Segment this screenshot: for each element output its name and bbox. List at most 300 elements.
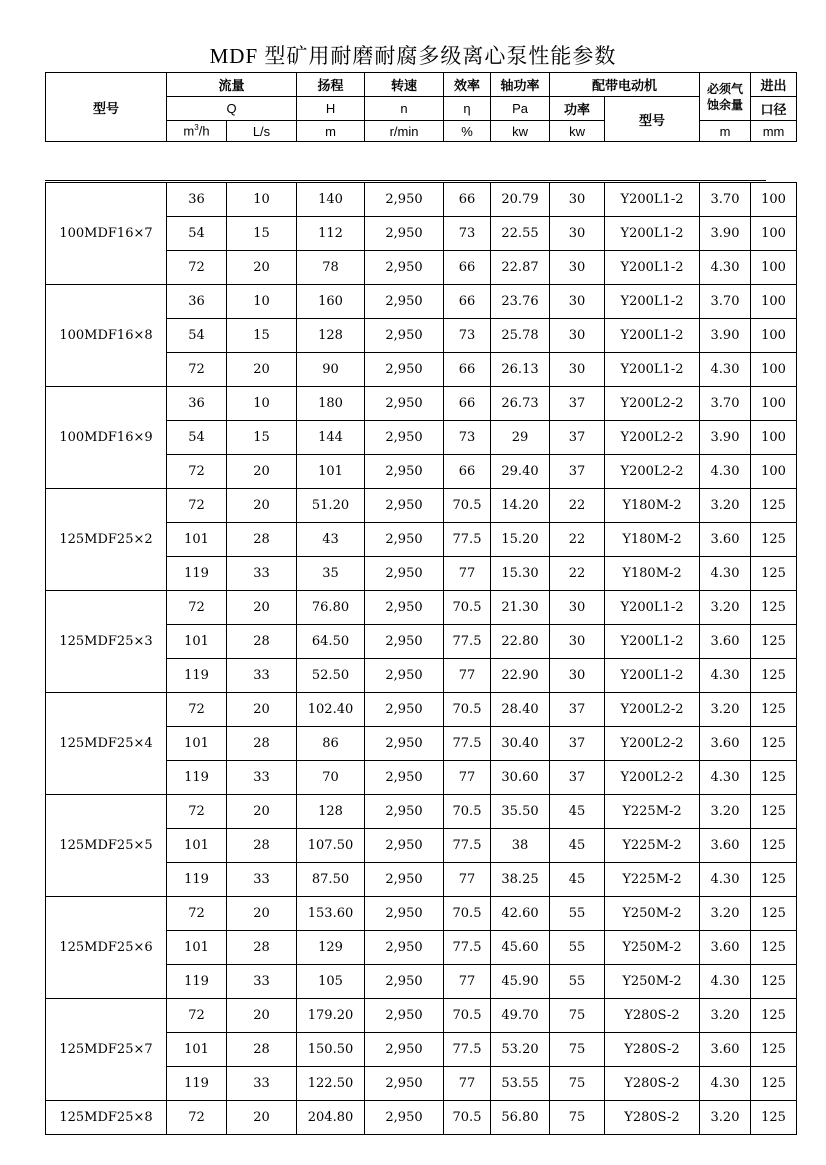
header-model: 型号 [46, 73, 167, 142]
cell-port: 125 [751, 693, 797, 727]
cell-motor-model: Y200L2-2 [605, 455, 700, 489]
cell-speed: 2,950 [365, 217, 444, 251]
cell-port: 125 [751, 625, 797, 659]
cell-speed: 2,950 [365, 829, 444, 863]
cell-efficiency: 66 [444, 387, 491, 421]
cell-port: 125 [751, 591, 797, 625]
cell-efficiency: 77 [444, 863, 491, 897]
pump-model: 125MDF25×3 [46, 591, 167, 693]
cell-efficiency: 70.5 [444, 999, 491, 1033]
cell-port: 125 [751, 1033, 797, 1067]
cell-speed: 2,950 [365, 1033, 444, 1067]
cell-flow-m3h: 36 [167, 285, 227, 319]
cell-npsh: 4.30 [700, 353, 751, 387]
header-sym-eta: η [444, 97, 491, 121]
cell-speed: 2,950 [365, 523, 444, 557]
cell-head: 112 [297, 217, 365, 251]
cell-motor-power: 37 [550, 727, 605, 761]
cell-shaft-power: 25.78 [491, 319, 550, 353]
cell-efficiency: 77 [444, 761, 491, 795]
cell-shaft-power: 49.70 [491, 999, 550, 1033]
table-row [46, 897, 797, 931]
cell-port: 125 [751, 659, 797, 693]
cell-speed: 2,950 [365, 625, 444, 659]
cell-port: 125 [751, 727, 797, 761]
cell-motor-power: 30 [550, 285, 605, 319]
cell-head: 144 [297, 421, 365, 455]
cell-flow-m3h: 101 [167, 625, 227, 659]
cell-shaft-power: 22.90 [491, 659, 550, 693]
cell-npsh: 4.30 [700, 557, 751, 591]
cell-efficiency: 73 [444, 421, 491, 455]
cell-head: 129 [297, 931, 365, 965]
cell-motor-power: 30 [550, 319, 605, 353]
header-port-line2: 口径 [751, 97, 797, 121]
cell-head: 122.50 [297, 1067, 365, 1101]
cell-motor-power: 37 [550, 693, 605, 727]
cell-flow-m3h: 101 [167, 727, 227, 761]
header-head: 扬程 [297, 73, 365, 97]
cell-flow-m3h: 72 [167, 999, 227, 1033]
pump-model: 125MDF25×8 [46, 1101, 167, 1135]
cell-npsh: 3.60 [700, 727, 751, 761]
cell-flow-ls: 28 [227, 829, 297, 863]
cell-speed: 2,950 [365, 387, 444, 421]
cell-head: 128 [297, 795, 365, 829]
cell-speed: 2,950 [365, 251, 444, 285]
cell-flow-m3h: 101 [167, 523, 227, 557]
cell-head: 76.80 [297, 591, 365, 625]
cell-efficiency: 70.5 [444, 795, 491, 829]
cell-npsh: 4.30 [700, 659, 751, 693]
cell-efficiency: 77 [444, 1067, 491, 1101]
table-row [46, 489, 797, 523]
cell-motor-model: Y200L1-2 [605, 625, 700, 659]
cell-motor-model: Y250M-2 [605, 897, 700, 931]
cell-efficiency: 70.5 [444, 591, 491, 625]
cell-motor-model: Y200L2-2 [605, 387, 700, 421]
cell-motor-power: 75 [550, 999, 605, 1033]
pump-model: 125MDF25×5 [46, 795, 167, 897]
cell-port: 100 [751, 183, 797, 217]
pump-model: 125MDF25×2 [46, 489, 167, 591]
cell-port: 125 [751, 965, 797, 999]
cell-efficiency: 77.5 [444, 1033, 491, 1067]
cell-flow-m3h: 101 [167, 931, 227, 965]
cell-motor-power: 30 [550, 183, 605, 217]
cell-npsh: 3.20 [700, 795, 751, 829]
cell-motor-power: 30 [550, 217, 605, 251]
cell-motor-power: 37 [550, 761, 605, 795]
header-sym-q: Q [167, 97, 297, 121]
cell-port: 125 [751, 795, 797, 829]
cell-shaft-power: 15.20 [491, 523, 550, 557]
pump-model: 125MDF25×6 [46, 897, 167, 999]
cell-motor-model: Y200L1-2 [605, 183, 700, 217]
pump-model: 125MDF25×4 [46, 693, 167, 795]
cell-npsh: 4.30 [700, 863, 751, 897]
cell-shaft-power: 14.20 [491, 489, 550, 523]
cell-speed: 2,950 [365, 795, 444, 829]
cell-port: 100 [751, 251, 797, 285]
cell-npsh: 3.70 [700, 285, 751, 319]
header-motor-power: 功率 [550, 97, 605, 121]
cell-flow-m3h: 54 [167, 319, 227, 353]
cell-motor-power: 55 [550, 897, 605, 931]
cell-port: 125 [751, 761, 797, 795]
cell-motor-model: Y200L1-2 [605, 217, 700, 251]
cell-flow-m3h: 54 [167, 217, 227, 251]
cell-flow-m3h: 36 [167, 387, 227, 421]
cell-motor-model: Y280S-2 [605, 1033, 700, 1067]
unit-npsh: m [700, 121, 751, 142]
cell-speed: 2,950 [365, 353, 444, 387]
cell-port: 100 [751, 217, 797, 251]
cell-npsh: 3.60 [700, 1033, 751, 1067]
cell-motor-model: Y200L1-2 [605, 285, 700, 319]
cell-flow-ls: 20 [227, 897, 297, 931]
header-shaft-power: 轴功率 [491, 73, 550, 97]
cell-speed: 2,950 [365, 931, 444, 965]
cell-flow-m3h: 119 [167, 863, 227, 897]
cell-efficiency: 66 [444, 285, 491, 319]
cell-speed: 2,950 [365, 557, 444, 591]
cell-motor-power: 75 [550, 1101, 605, 1135]
cell-motor-model: Y225M-2 [605, 795, 700, 829]
cell-flow-ls: 33 [227, 965, 297, 999]
cell-flow-m3h: 119 [167, 1067, 227, 1101]
cell-head: 87.50 [297, 863, 365, 897]
cell-motor-model: Y200L2-2 [605, 693, 700, 727]
cell-motor-power: 55 [550, 965, 605, 999]
cell-shaft-power: 22.55 [491, 217, 550, 251]
header-efficiency: 效率 [444, 73, 491, 97]
cell-head: 204.80 [297, 1101, 365, 1135]
cell-shaft-power: 15.30 [491, 557, 550, 591]
cell-motor-model: Y280S-2 [605, 1101, 700, 1135]
cell-flow-ls: 33 [227, 761, 297, 795]
cell-port: 100 [751, 455, 797, 489]
cell-port: 125 [751, 523, 797, 557]
cell-shaft-power: 30.60 [491, 761, 550, 795]
cell-flow-ls: 20 [227, 591, 297, 625]
cell-port: 125 [751, 557, 797, 591]
cell-speed: 2,950 [365, 659, 444, 693]
cell-npsh: 4.30 [700, 455, 751, 489]
cell-shaft-power: 29.40 [491, 455, 550, 489]
cell-flow-m3h: 101 [167, 1033, 227, 1067]
unit-kw-motor: kw [550, 121, 605, 142]
cell-port: 100 [751, 387, 797, 421]
cell-flow-m3h: 72 [167, 1101, 227, 1135]
cell-head: 153.60 [297, 897, 365, 931]
cell-efficiency: 66 [444, 353, 491, 387]
cell-head: 43 [297, 523, 365, 557]
cell-flow-m3h: 72 [167, 693, 227, 727]
cell-motor-model: Y200L1-2 [605, 659, 700, 693]
cell-efficiency: 66 [444, 183, 491, 217]
cell-motor-power: 30 [550, 659, 605, 693]
cell-motor-model: Y180M-2 [605, 523, 700, 557]
cell-npsh: 3.20 [700, 897, 751, 931]
cell-efficiency: 77.5 [444, 727, 491, 761]
cell-port: 100 [751, 421, 797, 455]
cell-flow-ls: 28 [227, 727, 297, 761]
cell-motor-power: 75 [550, 1033, 605, 1067]
cell-motor-power: 22 [550, 489, 605, 523]
cell-motor-model: Y200L2-2 [605, 761, 700, 795]
unit-m: m [297, 121, 365, 142]
cell-head: 180 [297, 387, 365, 421]
cell-head: 128 [297, 319, 365, 353]
cell-motor-power: 37 [550, 455, 605, 489]
cell-head: 160 [297, 285, 365, 319]
cell-shaft-power: 28.40 [491, 693, 550, 727]
cell-port: 125 [751, 489, 797, 523]
cell-npsh: 3.60 [700, 523, 751, 557]
cell-efficiency: 77 [444, 557, 491, 591]
cell-flow-m3h: 54 [167, 421, 227, 455]
cell-motor-model: Y250M-2 [605, 965, 700, 999]
cell-flow-ls: 20 [227, 999, 297, 1033]
cell-head: 35 [297, 557, 365, 591]
cell-head: 86 [297, 727, 365, 761]
cell-flow-m3h: 72 [167, 489, 227, 523]
cell-npsh: 4.30 [700, 965, 751, 999]
cell-flow-m3h: 72 [167, 795, 227, 829]
cell-port: 125 [751, 999, 797, 1033]
cell-npsh: 3.20 [700, 591, 751, 625]
cell-port: 125 [751, 1067, 797, 1101]
cell-shaft-power: 42.60 [491, 897, 550, 931]
header-npsh-line2: 蚀余量 [707, 97, 744, 112]
header-sym-h: H [297, 97, 365, 121]
cell-port: 125 [751, 863, 797, 897]
cell-flow-m3h: 101 [167, 829, 227, 863]
cell-port: 100 [751, 319, 797, 353]
cell-head: 102.40 [297, 693, 365, 727]
cell-flow-ls: 15 [227, 319, 297, 353]
cell-motor-model: Y250M-2 [605, 931, 700, 965]
cell-flow-ls: 20 [227, 251, 297, 285]
cell-speed: 2,950 [365, 761, 444, 795]
cell-motor-power: 37 [550, 387, 605, 421]
cell-shaft-power: 20.79 [491, 183, 550, 217]
cell-motor-model: Y200L1-2 [605, 591, 700, 625]
table-row [46, 999, 797, 1033]
cell-head: 140 [297, 183, 365, 217]
cell-shaft-power: 23.76 [491, 285, 550, 319]
cell-flow-m3h: 119 [167, 557, 227, 591]
cell-speed: 2,950 [365, 727, 444, 761]
cell-flow-ls: 20 [227, 795, 297, 829]
header-motor: 配带电动机 [550, 73, 700, 97]
cell-npsh: 3.70 [700, 387, 751, 421]
cell-head: 107.50 [297, 829, 365, 863]
cell-speed: 2,950 [365, 285, 444, 319]
cell-head: 78 [297, 251, 365, 285]
cell-motor-model: Y180M-2 [605, 489, 700, 523]
cell-motor-power: 30 [550, 353, 605, 387]
cell-flow-ls: 20 [227, 693, 297, 727]
cell-efficiency: 66 [444, 455, 491, 489]
header-sym-pa: Pa [491, 97, 550, 121]
cell-head: 101 [297, 455, 365, 489]
table-row [46, 591, 797, 625]
cell-flow-ls: 33 [227, 659, 297, 693]
cell-port: 100 [751, 353, 797, 387]
cell-npsh: 3.90 [700, 421, 751, 455]
cell-port: 125 [751, 829, 797, 863]
cell-shaft-power: 21.30 [491, 591, 550, 625]
cell-efficiency: 73 [444, 217, 491, 251]
unit-pct: % [444, 121, 491, 142]
cell-head: 51.20 [297, 489, 365, 523]
cell-motor-power: 22 [550, 523, 605, 557]
cell-speed: 2,950 [365, 183, 444, 217]
cell-flow-ls: 28 [227, 1033, 297, 1067]
cell-flow-ls: 28 [227, 523, 297, 557]
cell-npsh: 3.60 [700, 625, 751, 659]
cell-motor-power: 30 [550, 251, 605, 285]
cell-speed: 2,950 [365, 421, 444, 455]
cell-flow-ls: 15 [227, 421, 297, 455]
header-npsh [700, 73, 751, 121]
cell-motor-power: 75 [550, 1067, 605, 1101]
cell-head: 179.20 [297, 999, 365, 1033]
divider-line [45, 180, 766, 181]
cell-port: 125 [751, 931, 797, 965]
cell-efficiency: 73 [444, 319, 491, 353]
cell-speed: 2,950 [365, 965, 444, 999]
cell-speed: 2,950 [365, 1101, 444, 1135]
performance-table [45, 182, 797, 1135]
cell-flow-m3h: 119 [167, 761, 227, 795]
cell-flow-m3h: 72 [167, 353, 227, 387]
cell-speed: 2,950 [365, 1067, 444, 1101]
cell-efficiency: 77.5 [444, 625, 491, 659]
cell-flow-ls: 20 [227, 1101, 297, 1135]
cell-npsh: 3.20 [700, 693, 751, 727]
cell-flow-ls: 10 [227, 183, 297, 217]
cell-flow-ls: 10 [227, 285, 297, 319]
cell-flow-ls: 15 [227, 217, 297, 251]
cell-npsh: 3.90 [700, 319, 751, 353]
cell-shaft-power: 22.80 [491, 625, 550, 659]
cell-motor-model: Y225M-2 [605, 829, 700, 863]
cell-efficiency: 70.5 [444, 693, 491, 727]
cell-efficiency: 70.5 [444, 1101, 491, 1135]
pump-model: 125MDF25×7 [46, 999, 167, 1101]
cell-motor-power: 22 [550, 557, 605, 591]
cell-efficiency: 77 [444, 965, 491, 999]
cell-speed: 2,950 [365, 999, 444, 1033]
table-row [46, 795, 797, 829]
cell-shaft-power: 53.20 [491, 1033, 550, 1067]
header-motor-model: 型号 [605, 97, 700, 142]
unit-kw-shaft: kw [491, 121, 550, 142]
cell-speed: 2,950 [365, 693, 444, 727]
cell-efficiency: 70.5 [444, 897, 491, 931]
cell-speed: 2,950 [365, 455, 444, 489]
cell-shaft-power: 29 [491, 421, 550, 455]
cell-motor-power: 45 [550, 829, 605, 863]
cell-flow-ls: 20 [227, 455, 297, 489]
cell-speed: 2,950 [365, 319, 444, 353]
cell-shaft-power: 45.60 [491, 931, 550, 965]
unit-m3h: $m^3/h$ [167, 121, 227, 142]
cell-shaft-power: 26.13 [491, 353, 550, 387]
cell-shaft-power: 56.80 [491, 1101, 550, 1135]
cell-speed: 2,950 [365, 489, 444, 523]
cell-efficiency: 77.5 [444, 931, 491, 965]
cell-flow-ls: 20 [227, 489, 297, 523]
cell-motor-power: 30 [550, 591, 605, 625]
cell-flow-m3h: 72 [167, 897, 227, 931]
cell-flow-ls: 33 [227, 1067, 297, 1101]
cell-npsh: 3.60 [700, 931, 751, 965]
cell-shaft-power: 26.73 [491, 387, 550, 421]
pump-model: 100MDF16×7 [46, 183, 167, 285]
cell-shaft-power: 38.25 [491, 863, 550, 897]
cell-flow-ls: 20 [227, 353, 297, 387]
table-row [46, 1101, 797, 1135]
cell-shaft-power: 38 [491, 829, 550, 863]
cell-speed: 2,950 [365, 863, 444, 897]
cell-speed: 2,950 [365, 591, 444, 625]
cell-efficiency: 77 [444, 659, 491, 693]
cell-flow-m3h: 72 [167, 455, 227, 489]
header-speed: 转速 [365, 73, 444, 97]
cell-motor-power: 37 [550, 421, 605, 455]
cell-motor-model: Y200L1-2 [605, 251, 700, 285]
cell-npsh: 4.30 [700, 761, 751, 795]
pump-model: 100MDF16×9 [46, 387, 167, 489]
cell-npsh: 3.20 [700, 489, 751, 523]
cell-npsh: 4.30 [700, 1067, 751, 1101]
cell-flow-m3h: 72 [167, 591, 227, 625]
cell-flow-ls: 33 [227, 557, 297, 591]
header-table [45, 72, 797, 142]
cell-flow-ls: 33 [227, 863, 297, 897]
cell-port: 125 [751, 897, 797, 931]
cell-npsh: 3.70 [700, 183, 751, 217]
header-flow: 流量 [167, 73, 297, 97]
cell-npsh: 3.20 [700, 999, 751, 1033]
cell-flow-m3h: 72 [167, 251, 227, 285]
cell-motor-model: Y200L1-2 [605, 319, 700, 353]
cell-head: 70 [297, 761, 365, 795]
cell-motor-power: 55 [550, 931, 605, 965]
cell-speed: 2,950 [365, 897, 444, 931]
cell-npsh: 4.30 [700, 251, 751, 285]
cell-head: 90 [297, 353, 365, 387]
cell-motor-power: 30 [550, 625, 605, 659]
cell-head: 150.50 [297, 1033, 365, 1067]
cell-motor-power: 45 [550, 795, 605, 829]
cell-motor-model: Y200L1-2 [605, 353, 700, 387]
cell-efficiency: 66 [444, 251, 491, 285]
table-row [46, 693, 797, 727]
cell-shaft-power: 45.90 [491, 965, 550, 999]
cell-npsh: 3.20 [700, 1101, 751, 1135]
cell-flow-ls: 28 [227, 931, 297, 965]
cell-efficiency: 70.5 [444, 489, 491, 523]
cell-head: 52.50 [297, 659, 365, 693]
page-title: MDF 型矿用耐磨耐腐多级离心泵性能参数 [209, 44, 617, 68]
cell-efficiency: 77.5 [444, 523, 491, 557]
cell-shaft-power: 35.50 [491, 795, 550, 829]
